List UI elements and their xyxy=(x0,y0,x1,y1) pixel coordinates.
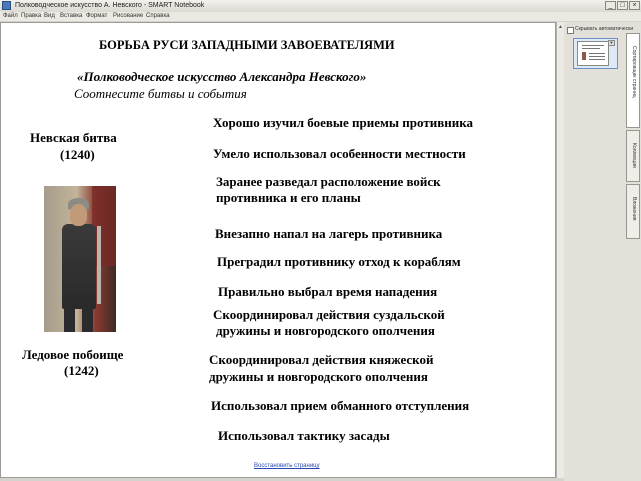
event-item[interactable]: дружины и новгородского ополчения xyxy=(209,369,428,384)
battle-ice-name[interactable]: Ледовое побоище xyxy=(22,347,124,362)
auto-hide-label: Скрывать автоматически xyxy=(575,26,634,32)
tab-page-sorter[interactable] xyxy=(626,33,640,128)
menu-file[interactable]: Файл xyxy=(3,13,18,19)
app-icon xyxy=(2,1,11,10)
slide-instruction: Соотнесите битвы и события xyxy=(74,86,247,101)
tab-gallery[interactable] xyxy=(626,130,640,182)
event-item[interactable]: Преградил противнику отход к кораблям xyxy=(217,254,461,269)
slide-subtitle: «Полководческое искусство Александра Невского» xyxy=(77,69,367,84)
window-title: Полководческое искусство А. Невского - SMART Notebook xyxy=(15,2,205,9)
page-thumbnail[interactable] xyxy=(577,41,609,66)
event-item[interactable]: Использовал тактику засады xyxy=(218,428,390,443)
auto-hide-checkbox[interactable] xyxy=(567,27,574,34)
menu-bar xyxy=(0,12,641,21)
tab-attachments-label: Вложения xyxy=(631,197,637,221)
title-bar xyxy=(0,0,641,12)
tab-gallery-label: Коллекция xyxy=(631,143,637,168)
event-item[interactable]: Правильно выбрал время нападения xyxy=(218,284,438,299)
reset-page-link[interactable]: Восстановить страницу xyxy=(254,463,320,469)
event-item[interactable]: Внезапно напал на лагерь противника xyxy=(215,226,443,241)
close-button[interactable]: × xyxy=(629,1,640,10)
event-item[interactable]: Хорошо изучил боевые приемы противника xyxy=(213,115,473,130)
event-item[interactable]: Скоординировал действия суздальской xyxy=(213,307,445,322)
menu-draw[interactable]: Рисование xyxy=(113,13,144,19)
thumbnail-menu-icon[interactable]: ▼ xyxy=(609,40,614,45)
battle-neva-year[interactable]: (1240) xyxy=(60,147,95,162)
event-item[interactable]: Скоординировал действия княжеской xyxy=(209,352,434,367)
battle-neva-name[interactable]: Невская битва xyxy=(30,130,117,145)
menu-format[interactable]: Формат xyxy=(86,13,108,19)
tab-attachments[interactable] xyxy=(626,184,640,239)
menu-view[interactable]: Вид xyxy=(44,13,55,19)
menu-help[interactable]: Справка xyxy=(146,13,170,19)
event-item[interactable]: Умело использовал особенности местности xyxy=(213,146,466,161)
menu-insert[interactable]: Вставка xyxy=(60,13,83,19)
battle-ice-year[interactable]: (1242) xyxy=(64,363,99,378)
scroll-up-icon[interactable]: ▲ xyxy=(558,24,563,30)
event-item[interactable]: дружины и новгородского ополчения xyxy=(216,323,435,338)
alexander-nevsky-portrait xyxy=(44,186,116,332)
menu-edit[interactable]: Правка xyxy=(21,13,42,19)
maximize-button[interactable]: □ xyxy=(617,1,628,10)
event-item[interactable]: Заранее разведал расположение войск xyxy=(216,174,441,189)
event-item[interactable]: Использовал прием обманного отступления xyxy=(211,398,470,413)
tab-page-sorter-label: Сортировщик страниц xyxy=(631,46,637,98)
slide-heading: БОРЬБА РУСИ ЗАПАДНЫМИ ЗАВОЕВАТЕЛЯМИ xyxy=(99,38,395,52)
event-item[interactable]: противника и его планы xyxy=(216,190,361,205)
vertical-scrollbar[interactable] xyxy=(556,22,564,478)
minimize-button[interactable]: _ xyxy=(605,1,616,10)
